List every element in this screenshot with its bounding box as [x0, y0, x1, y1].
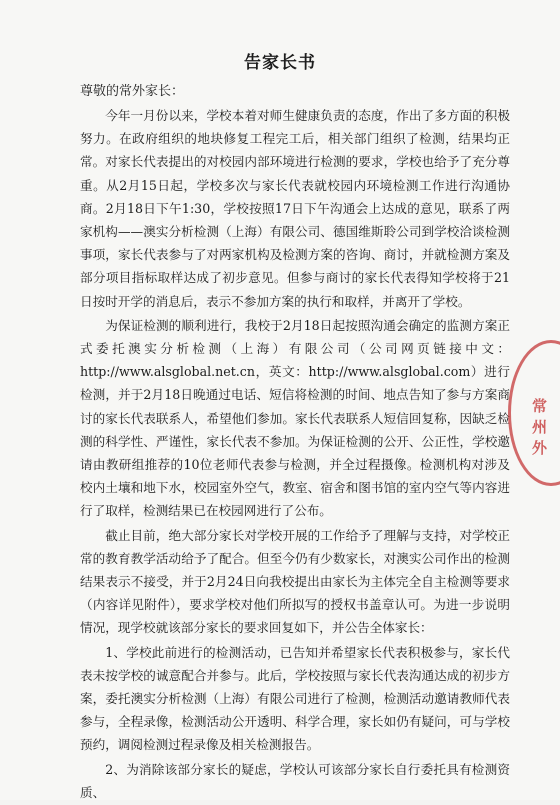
paragraph-item-1: 1、学校此前进行的检测活动，已告知并希望家长代表积极参与，家长代表未按学校的诚意配合并参与。此后，学校按照与家长代表沟通达成的初步方案，委托澳实分析检测（上海）有限公司进行了检测，检测活动邀请教师代表参与，全程录像，检测活动公开透明、科学合理，家长如仍有疑问，可与学校预约，调阅检测过程录像及相关检测报告。	[80, 644, 510, 753]
document-body	[80, 104, 510, 805]
paragraph-3: 截止目前，绝大部分家长对学校开展的工作给予了理解与支持，对学校正常的教育教学活动给予了配合。但至今仍有少数家长，对澳实公司作出的检测结果表示不接受，并于2月24日向我校提出由家长为主体完全自主检测等要求（内容详见附件），要求学校对他们所拟写的授权书盖章认可。为进一步说明情况，现学校就该部分家长的要求回复如下，并公告全体家长：	[80, 527, 510, 636]
document-title: 告家长书	[244, 53, 316, 73]
paragraph-2: 为保证检测的顺利进行，我校于2月18日起按照沟通会确定的监测方案正式委托澳实分析检测（上海）有限公司（公司网页链接中文：http://www.alsglobal.net.cn，英文：http://www.alsglobal.com）进行检测，并于2月18日晚通过电话、短信将检测的时间、地点告知了参与方案商讨的家长代表联系人，希望他们参加。家长代表联系人短信回复称，因缺乏检测的科学性、严谨性，家长代表不参加。为保证检测的公开、公正性，学校邀请由教研组推荐的10位老师代表参与检测，并全过程摄像。检测机构对涉及校内土壤和地下水，校园室外空气，教室、宿舍和图书馆的室内空气等内容进行了取样，检测结果已在校园网进行了公布。	[80, 317, 510, 519]
paragraph-1: 今年一月份以来，学校本着对师生健康负责的态度，作出了多方面的积极努力。在政府组织的地块修复工程完工后，相关部门组织了检测，结果均正常。对家长代表提出的对校园内部环境进行检测的要求，学校也给予了充分尊重。从2月15日起，学校多次与家长代表就校园内环境检测工作进行沟通协商。2月18日下午1:30，学校按照17日下午沟通会上达成的意见，联系了两家机构——澳实分析检测（上海）有限公司、德国维斯聆公司到学校洽谈检测事项，家长代表参与了对两家机构及检测方案的咨询、商讨，并就检测方案及部分项目指标取样达成了初步意见。但参与商讨的家长代表得知学校将于21日按时开学的消息后，表示不参加方案的执行和取样，并离开了学校。	[80, 108, 510, 309]
paragraph-item-2: 2、为消除该部分家长的疑虑，学校认可该部分家长自行委托具有检测资质、	[80, 761, 510, 800]
salutation: 尊敬的常外家长：	[80, 84, 185, 99]
school-seal-text: 常州外	[530, 398, 548, 461]
